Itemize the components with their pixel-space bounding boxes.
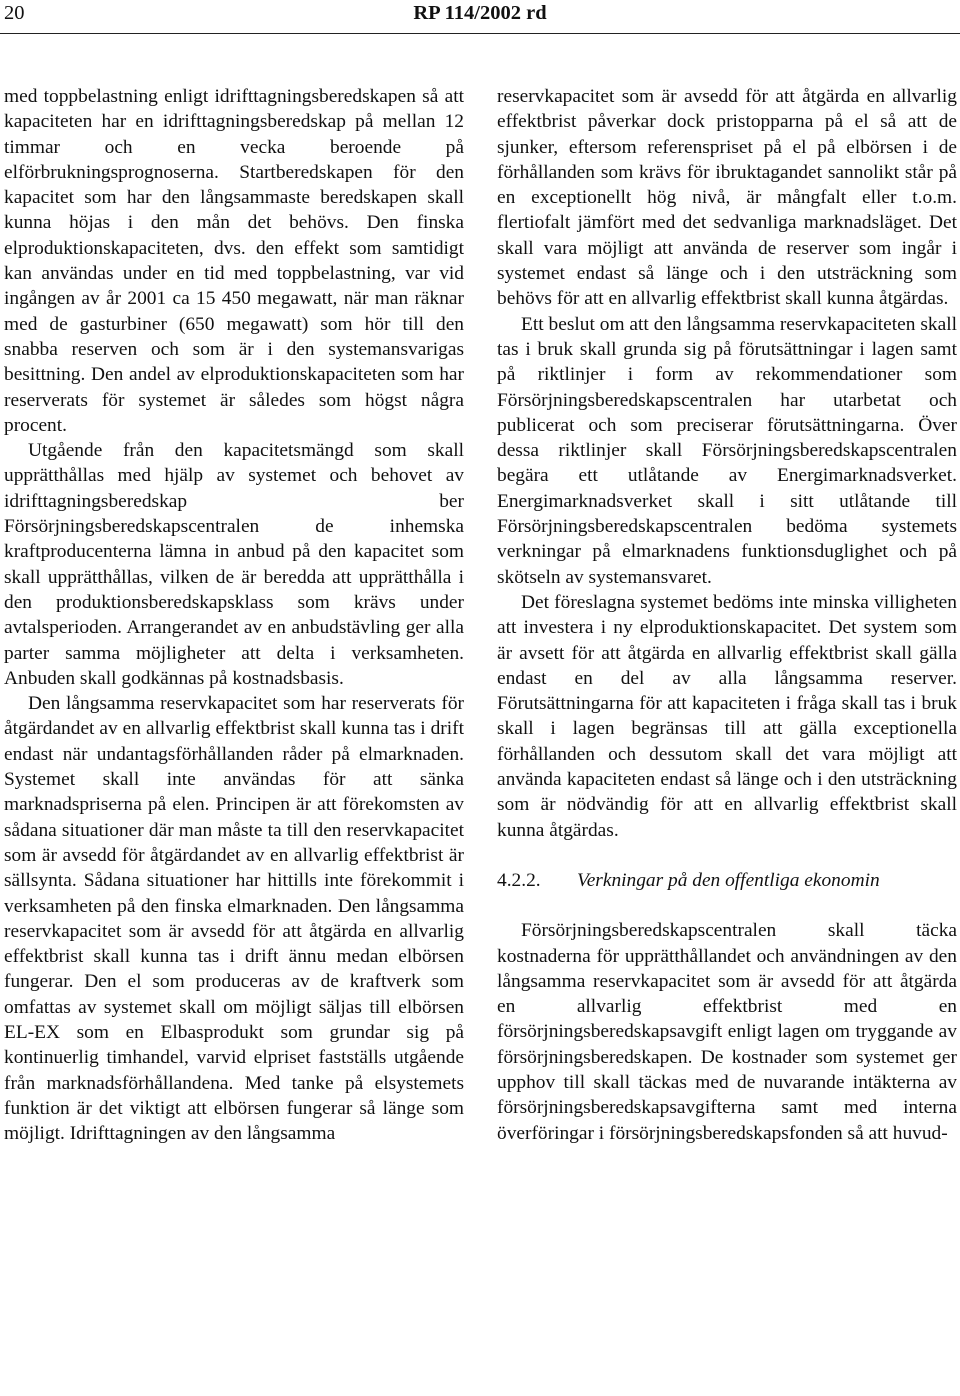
section-heading bbox=[497, 868, 957, 893]
body-paragraph: reservkapacitet som är avsedd för att åtgärda en allvarlig effektbrist påverkar dock pristopparna på el så att de sjunker, eftersom referenspriset på el på elbörsen i de förhållanden som krävs för ibruktagandet sannolikt står på en exceptionellt hög nivå, är mångfalt eller t.o.m. flertiofalt jämfört med det sedvanliga marknadsläget. Det skall vara möjligt att använda de reserver som ingår i systemet endast så länge och i den utsträckning som behövs för att en allvarlig effektbrist skall kunna åtgärdas. bbox=[497, 86, 957, 310]
body-paragraph: Den långsamma reservkapacitet som har reserverats för åtgärdandet av en allvarlig effektbrist skall kunna tas i drift endast när undantagsförhållanden råder på elmarknaden. Systemet skall inte användas för att sänka marknadspriserna på elen. Principen är att förekomsten av sådana situationer där man måste ta till den reservkapacitet som är avsedd för åtgärdandet av en allvarlig effektbrist är sällsynta. Sådana situationer har hittills inte förekommit i verksamheten på den finska elmarknaden. Den långsamma reservkapacitet som är avsedd för att åtgärda en allvarlig effektbrist skall kunna tas i drift ännu medan elbörsen fungerar. Den el som produceras av de kraftverk som omfattas av systemet skall om möjligt säljas till elbörsen EL-EX som en Elbasprodukt som grundar sig på kontinuerlig timhandel, varvid elpriset fastställs utgående från marknadsförhållandena. Med tanke på elsystemets funktion är det viktigt att elbörsen fungerar så länge som möjligt. Idrifttagningen av den långsamma bbox=[4, 693, 464, 1145]
header-rule bbox=[0, 33, 960, 34]
section-title: Verkningar på den offentliga ekonomin bbox=[577, 869, 880, 891]
body-paragraph: med toppbelastning enligt idrifttagningsberedskapen så att kapaciteten har en idrifttagningsberedskap på mellan 12 timmar och en vecka beroende på elförbrukningsprognoserna. Startberedskapen för den kapacitet som har den långsammaste beredskapen skall kunna höjas i den mån det behövs. Den finska elproduktionskapaciteten, dvs. den effekt som samtidigt kan användas under en tid med toppbelastning, var vid ingången av år 2001 ca 15 450 megawatt, när man räknar med de gasturbiner (650 megawatt) som hör till den snabba reserven och som är i den systemansvarigas besittning. Den andel av elproduktionskapaciteten som har reserverats för systemet är således som högst några procent. bbox=[4, 86, 464, 436]
body-paragraph: Det föreslagna systemet bedöms inte minska villigheten att investera i ny elproduktionskapacitet. Det system som är avsett för att åtgärda en allvarlig effektbrist skall gälla endast en del av alla långsamma reserver. Förutsättningarna för att kapaciteten i fråga skall tas i bruk skall i lagen begränsas till att gälla exceptionella förhållanden och dessutom skall det vara möjligt att använda kapaciteten endast så länge och i den utsträckning som är nödvändig för att en allvarlig effektbrist skall kunna åtgärdas. bbox=[497, 591, 957, 841]
body-paragraph: Ett beslut om att den långsamma reservkapaciteten skall tas i bruk skall grunda sig på förutsättningar i lagen samt på riktlinjer i form av rekommendationer som Försörjningsberedskapscentralen har utarbetat och publicerat och som preciserar förutsättningarna. Över dessa riktlinjer skall Försörjningsberedskapscentralen begära ett utlåtande av Energimarknadsverket. Energimarknadsverket skall i sitt utlåtande till Försörjningsberedskapscentralen bedöma systemets verkningar på elmarknadens funktionsduglighet och på skötseln av systemansvaret. bbox=[497, 313, 957, 588]
spacer bbox=[497, 843, 957, 868]
page-header bbox=[0, 0, 960, 34]
running-title: RP 114/2002 rd bbox=[413, 2, 547, 24]
right-column bbox=[497, 84, 957, 1146]
spacer bbox=[497, 893, 957, 918]
section-number: 4.2.2. bbox=[497, 869, 541, 891]
page-number: 20 bbox=[4, 2, 25, 24]
body-paragraph: Utgående från den kapacitetsmängd som skall upprätthållas med hjälp av systemet och behovet av idrifttagningsberedskap ber Försörjningsberedskapscentralen de inhemska kraftproducenterna lämna in anbud på den kapacitet som skall upprätthållas, vilken de är beredda att upprätthålla i den produktionsberedskapsklass som krävs under avtalsperioden. Arrangerandet av en anbudstävling ger alla parter samma möjligheter att delta i verksamheten. Anbuden skall godkännas på kostnadsbasis. bbox=[4, 440, 464, 689]
left-column bbox=[4, 84, 464, 1146]
body-paragraph: Försörjningsberedskapscentralen skall täcka kostnaderna för upprätthållandet och användningen av den långsamma reservkapacitet som är avsedd för att åtgärda en allvarlig effektbrist med en försörjningsberedskapsavgift enligt lagen om tryggande av försörjningsberedskapen. De kostnader som systemet ger upphov till skall täckas med de nuvarande intäkterna av försörjningsberedskapsavgifterna samt med interna överföringar i försörjningsberedskapsfonden så att huvud- bbox=[497, 920, 957, 1144]
